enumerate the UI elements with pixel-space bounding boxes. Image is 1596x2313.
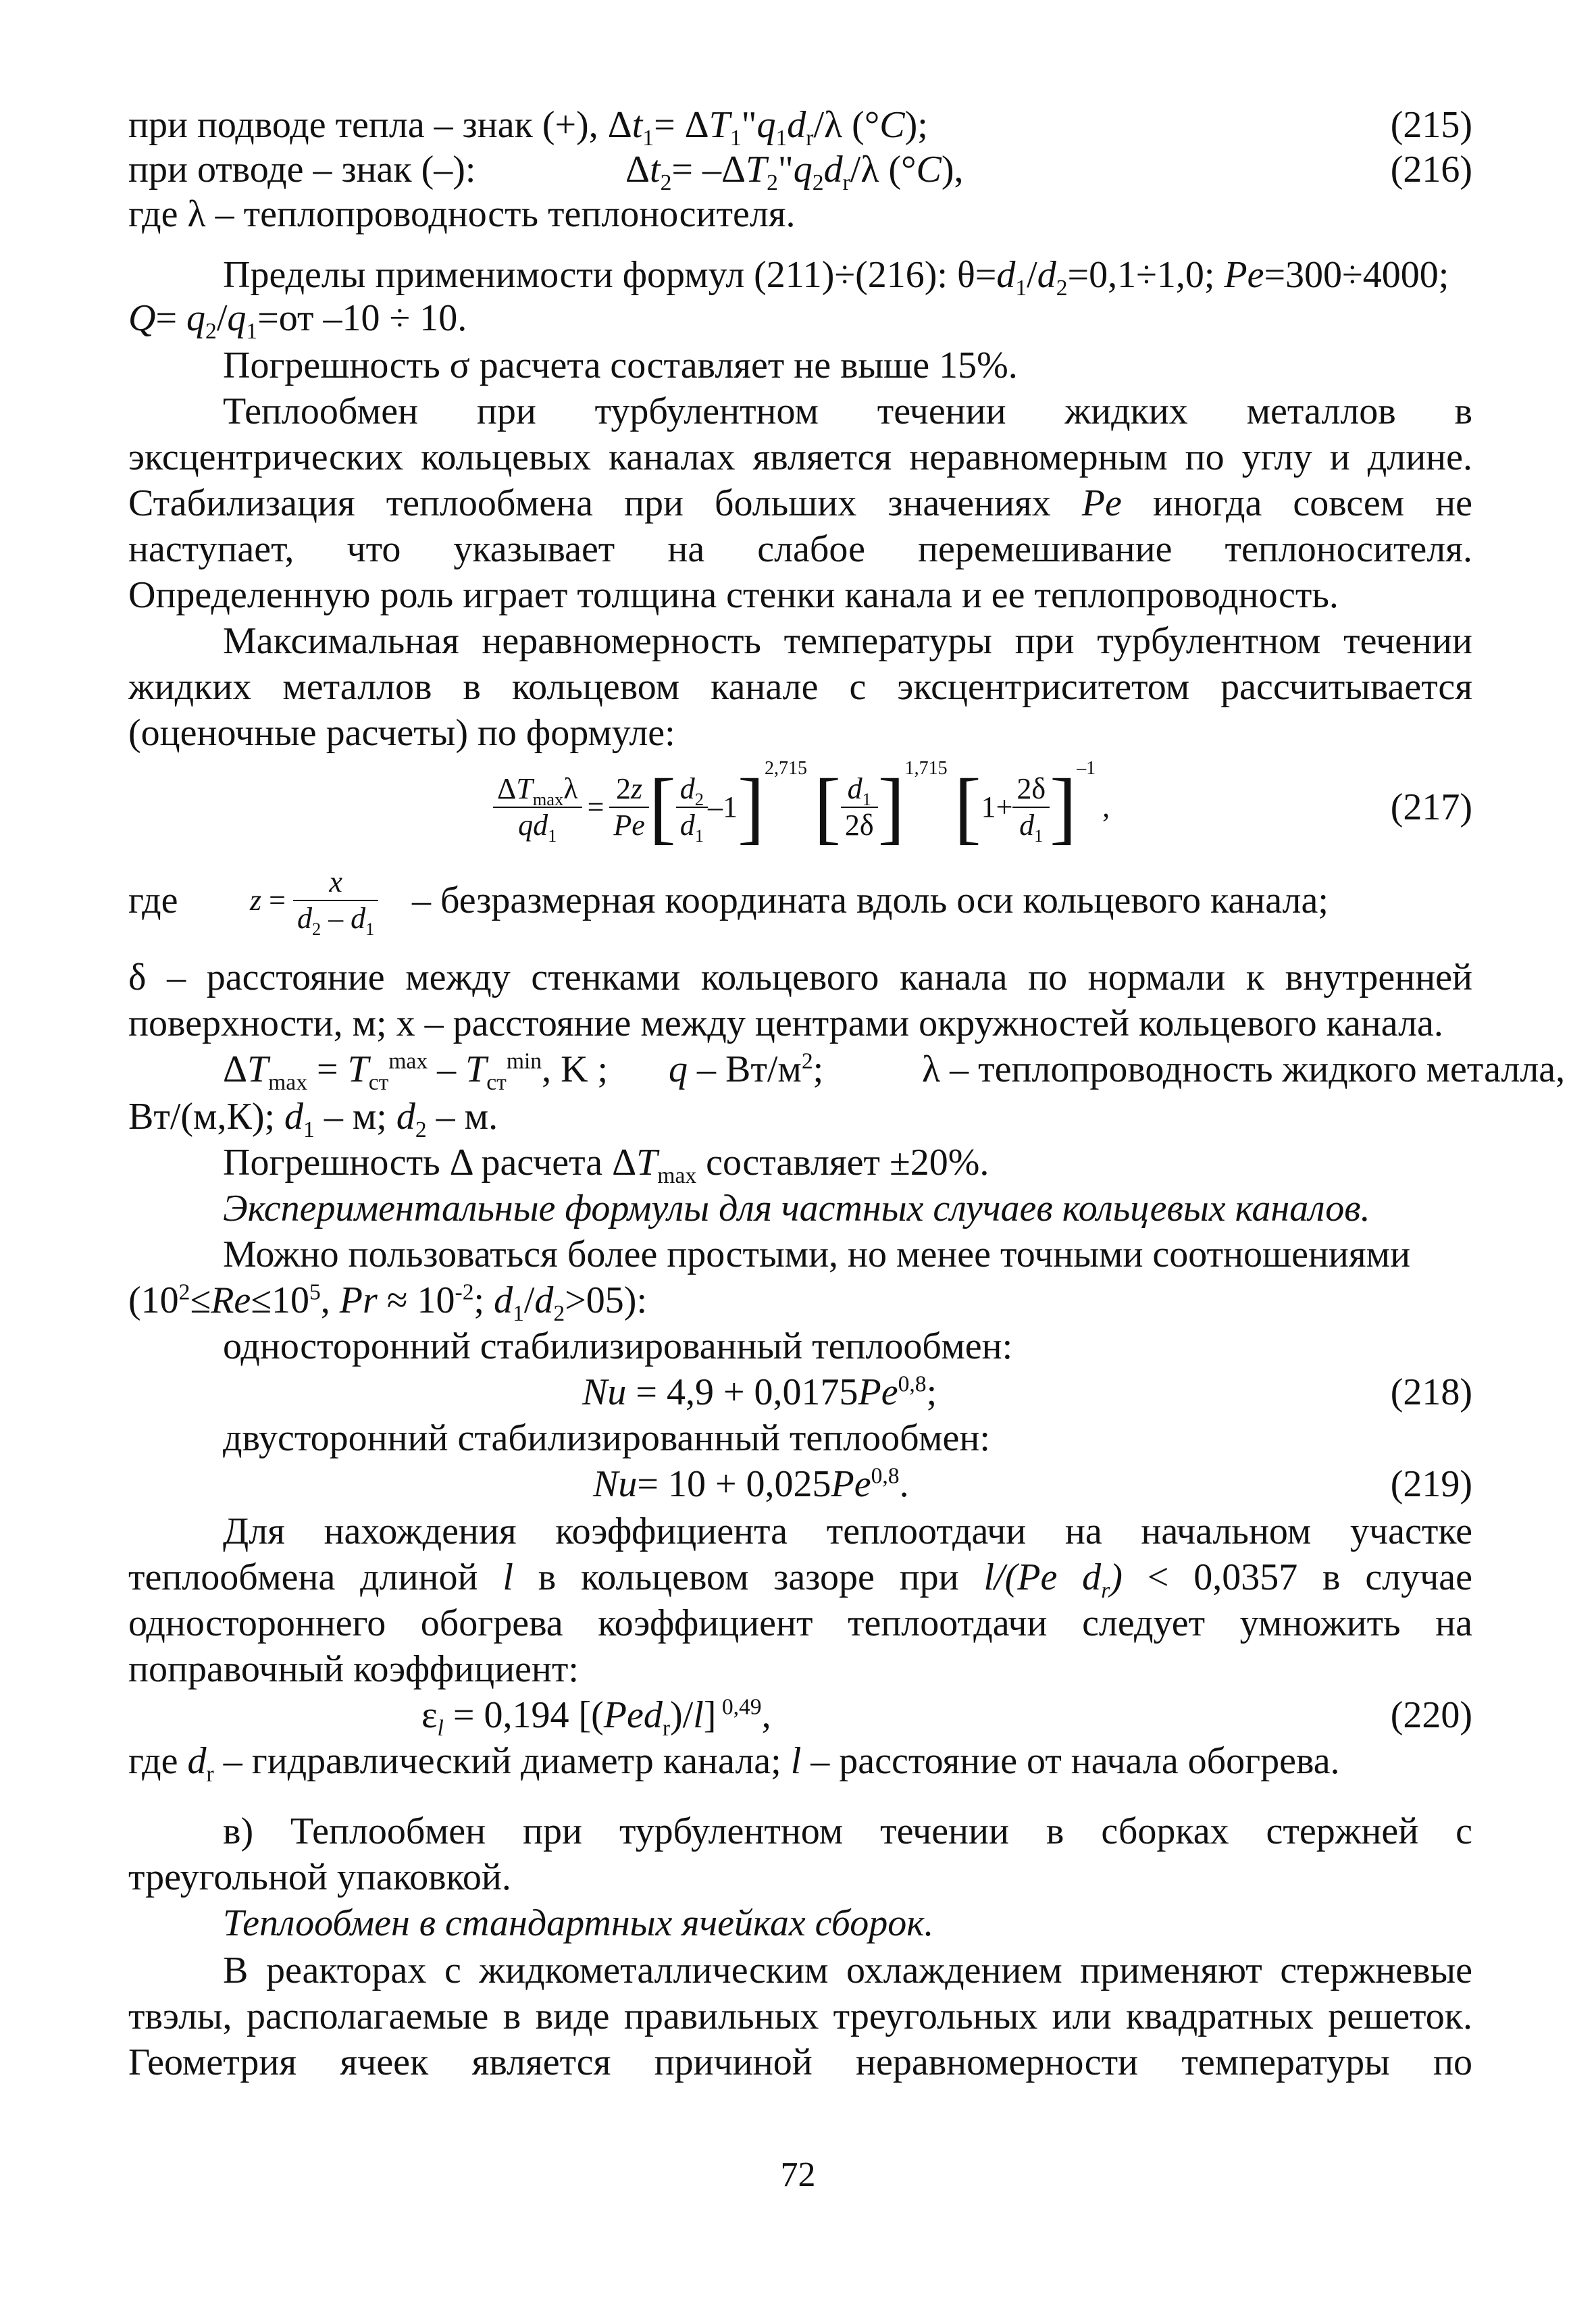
formula-220: $\varepsilon_l = 0,194$ [(Ped$_r$)/l] $^{0,49}$,: [421, 1694, 771, 1742]
page-number: 72: [780, 2156, 816, 2194]
line-11: Определенную роль играет толщина стенки канала и ее теплопроводность.: [128, 574, 1339, 616]
line-6: Погрешность σ расчета составляет не выше 15%.: [223, 345, 1018, 386]
formula-217: [128, 757, 1472, 858]
line-31: поправочный коэффициент:: [128, 1648, 579, 1690]
line-24: односторонний стабилизированный теплообмен:: [223, 1325, 1013, 1367]
where-label: где: [128, 880, 178, 921]
line-34: в) Теплообмен при турбулентном течении в сборках стержней с: [223, 1810, 1472, 1852]
line-37: В реакторах с жидкометаллическим охлаждением применяют стержневые: [223, 1950, 1472, 1991]
eq-number-219: (219): [1390, 1463, 1472, 1505]
fraction-d2-d1: $\frac{d_2}{d_1}$: [676, 771, 708, 843]
line-5: $Q= q_2/q_1=от$ –10 ÷ 10.: [128, 297, 467, 345]
line-18: [128, 1046, 1566, 1096]
line-9: Стабилизация теплообмена при больших значениях Pe иногда совсем не: [128, 482, 1472, 524]
line-23: ($10^2\le Re\le 10^5$, $Pr \approx 10^{-2}$; $d_1/d_2>05$):: [128, 1279, 648, 1327]
eq-number-215: (215): [1390, 104, 1472, 146]
line-26: двусторонний стабилизированный теплообмен:: [223, 1417, 990, 1459]
line-7: Теплообмен при турбулентном течении жидких металлов в: [223, 390, 1472, 432]
line-39: Геометрия ячеек является причиной неравномерности температуры по: [128, 2041, 1472, 2083]
delta-tmax-def: $\Delta T_{max} = T_{ст}^{max} - T_{ст}^{min}$, K ;: [223, 1048, 609, 1096]
z-definition: z = $\frac{x}{d_2 - d_1}$: [250, 863, 378, 938]
fraction-x-d2-d1: $\frac{x}{d_2 - d_1}$: [293, 865, 378, 936]
line-2-text: при отводе – знак (–):: [128, 149, 476, 190]
line-38: твэлы, располагаемые в виде правильных треугольных или квадратных решеток.: [128, 1996, 1472, 2037]
eq-number-217: (217): [1390, 786, 1472, 828]
eq-number-216: (216): [1390, 149, 1472, 190]
line-13: жидких металлов в кольцевом канале с эксцентриситетом рассчитывается: [128, 666, 1472, 708]
line-2-formula: $\Delta t_2=$ $-\Delta T_2"q_2d_r/\lambda$ (°C),: [625, 149, 964, 196]
formula-219: Nu= 10 + 0,025Pe$^{0,8}$.: [593, 1463, 909, 1505]
eq-number-220: (220): [1390, 1694, 1472, 1736]
line-36-subheading: Теплообмен в стандартных ячейках сборок.: [223, 1902, 934, 1944]
line-33: где $d_r$ – гидравлический диаметр канала; l – расстояние от начала обогрева.: [128, 1740, 1340, 1787]
line-1: [128, 101, 1472, 149]
formula-217-body: $\frac{\Delta T_{max}\lambda}{qd_1}$ = $\frac{2z}{Pe}$ [ $\frac{d_2}{d_1}$ –1 ] 2,715 [ $\frac{d_1}{2\delta}$ ] 1,715 [ 1+ $\frac{2\delta}{d_1}$ ] –1 ,: [493, 757, 1110, 858]
formula-218: Nu = 4,9 + 0,0175Pe$^{0,8}$;: [582, 1371, 937, 1413]
line-20: Погрешность Δ расчета $\Delta T_{max}$ составляет ±20%.: [223, 1142, 989, 1189]
line-30: одностороннего обогрева коэффициент теплоотдачи следует умножить на: [128, 1602, 1472, 1644]
line-15: [128, 863, 1472, 938]
line-28: Для нахождения коэффициента теплоотдачи на начальном участке: [223, 1510, 1472, 1552]
eq-number-218: (218): [1390, 1371, 1472, 1413]
line-17: поверхности, м; х – расстояние между центрами окружностей кольцевого канала.: [128, 1002, 1443, 1044]
line-21-subheading: Экспериментальные формулы для частных случаев кольцевых каналов.: [223, 1188, 1370, 1229]
fraction-d1-2delta: $\frac{d_1}{2\delta}$: [841, 771, 878, 843]
line-22: Можно пользоваться более простыми, но менее точными соотношениями: [223, 1234, 1411, 1275]
line-2: [128, 146, 1472, 196]
line-3: где λ – теплопроводность теплоносителя.: [128, 193, 796, 235]
line-4: Пределы применимости формул (211)÷(216): $\theta=d_1/d_2=0,1\div 1,0$; Pe=300÷4000;: [223, 254, 1449, 301]
line-8: эксцентрических кольцевых каналах является неравномерным по углу и длине.: [128, 436, 1472, 478]
line-19: Вт/(м,К); $d_1$ – м; $d_2$ – м.: [128, 1096, 498, 1143]
fraction-lhs: $\frac{\Delta T_{max}\lambda}{qd_1}$: [493, 771, 582, 843]
line-10: наступает, что указывает на слабое перемешивание теплоносителя.: [128, 528, 1472, 570]
line-15-text: – безразмерная координата вдоль оси кольцевого канала;: [412, 880, 1329, 921]
fraction-2z-pe: $\frac{2z}{Pe}$: [609, 771, 648, 843]
q-units: q – $Вт/м^2$;: [669, 1048, 824, 1090]
line-12: Максимальная неравномерность температуры при турбулентном течении: [223, 620, 1472, 662]
line-14: (оценочные расчеты) по формуле:: [128, 712, 675, 754]
fraction-2delta-d1: $\frac{2\delta}{d_1}$: [1012, 771, 1050, 843]
line-16: δ – расстояние между стенками кольцевого канала по нормали к внутренней: [128, 957, 1472, 998]
line-1-text: при подводе тепла – знак (+), $\Delta t_1=$ $\Delta T_1"q_1d_r/\lambda$ (°C);: [128, 104, 928, 151]
line-35: треугольной упаковкой.: [128, 1856, 511, 1898]
line-29: теплообмена длиной l в кольцевом зазоре при l/(Pe $d_r) < 0,0357$ в случае: [128, 1556, 1473, 1604]
lambda-def: λ – теплопроводность жидкого металла,: [922, 1048, 1566, 1090]
